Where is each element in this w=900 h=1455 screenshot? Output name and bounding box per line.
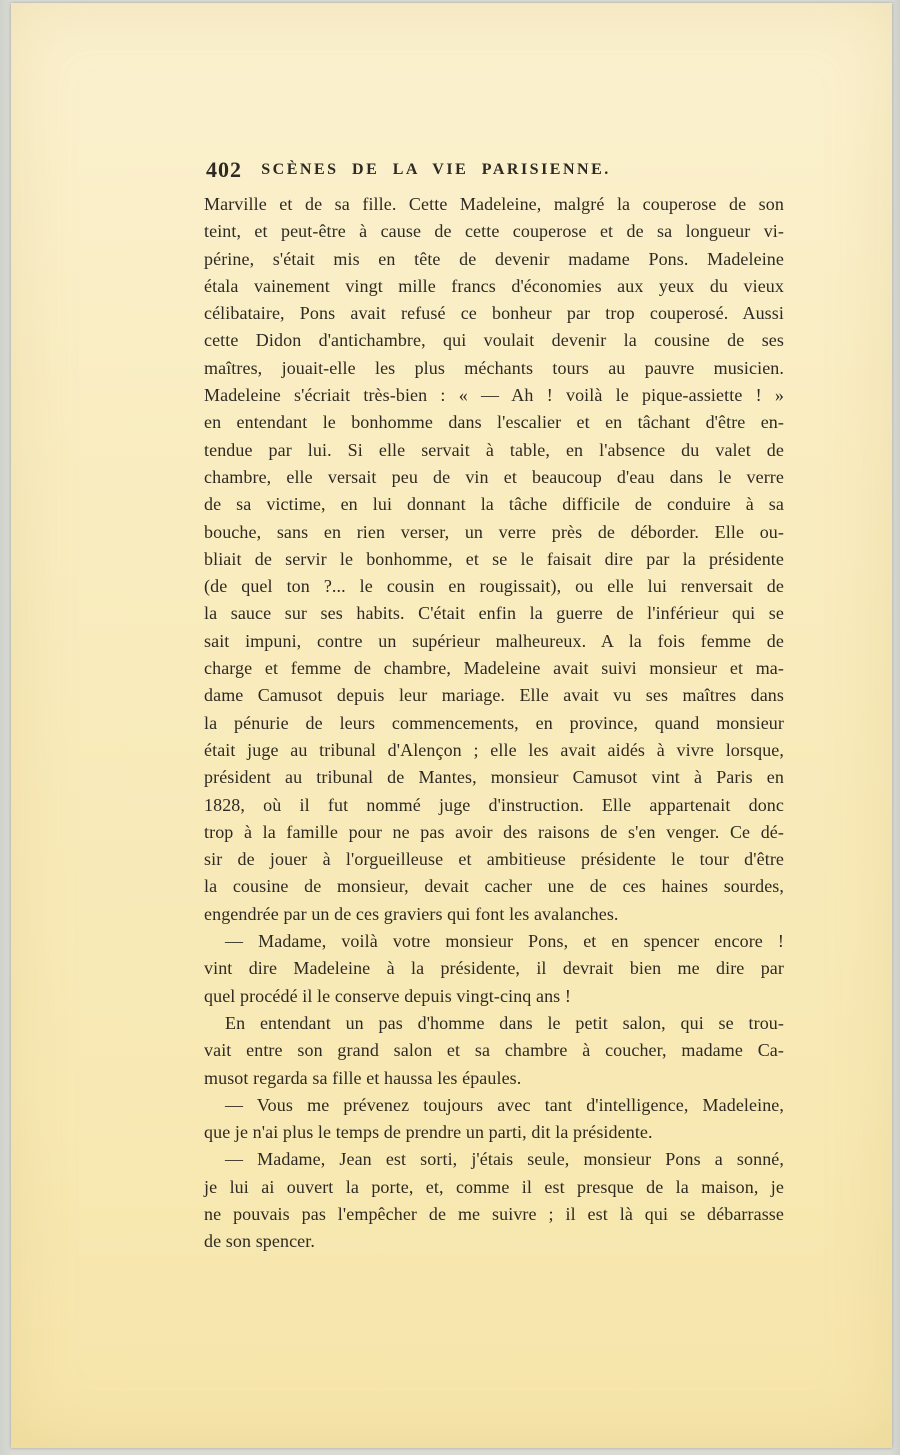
text-line: sait impuni, contre un supérieur malheureux. A la fois femme de [204, 630, 784, 651]
text-line: était juge au tribunal d'Alençon ; elle les avait aidés à vivre lorsque, [204, 739, 784, 760]
page-header [204, 149, 784, 191]
text-line: la pénurie de leurs commencements, en province, quand monsieur [204, 712, 784, 733]
text-column [204, 149, 784, 1256]
text-line: ne pouvais pas l'empêcher de me suivre ; il est là qui se débarrasse [204, 1203, 784, 1224]
text-line: bliait de servir le bonhomme, et se le faisait dire par la présidente [204, 548, 784, 569]
text-block [204, 191, 784, 1256]
text-line: bouche, sans en rien verser, un verre près de déborder. Elle ou- [204, 521, 784, 542]
text-line: teint, et peut-être à cause de cette couperose et de sa longueur vi- [204, 221, 784, 242]
text-line: — Madame, Jean est sorti, j'étais seule, monsieur Pons a sonné, [225, 1149, 784, 1170]
text-line: la sauce sur ses habits. C'était enfin la guerre de l'inférieur qui se [204, 603, 784, 624]
text-line: (de quel ton ?... le cousin en rougissait), ou elle lui renversait de [204, 576, 784, 597]
text-line: chambre, elle versait peu de vin et beaucoup d'eau dans le verre [204, 466, 784, 487]
text-line: en entendant le bonhomme dans l'escalier et en tâchant d'être en- [204, 412, 784, 433]
text-line: quel procédé il le conserve depuis vingt-cinq ans ! [204, 985, 571, 1006]
text-line: Madeleine s'écriait très-bien : « — Ah ! voilà le pique-assiette ! » [204, 385, 784, 406]
text-line: de son spencer. [204, 1231, 315, 1252]
text-line: la cousine de monsieur, devait cacher une de ces haines sourdes, [204, 876, 784, 897]
text-line: — Madame, voilà votre monsieur Pons, et en spencer encore ! [225, 931, 784, 952]
text-line: sir de jouer à l'orgueilleuse et ambitieuse présidente le tour d'être [204, 849, 784, 870]
text-line: vint dire Madeleine à la présidente, il devrait bien me dire par [204, 958, 784, 979]
text-line: 1828, où il fut nommé juge d'instruction. Elle appartenait donc [204, 794, 784, 815]
text-line: président au tribunal de Mantes, monsieur Camusot vint à Paris en [204, 767, 784, 788]
text-line: que je n'ai plus le temps de prendre un parti, dit la présidente. [204, 1122, 653, 1143]
book-page-paper [11, 3, 892, 1448]
text-line: maîtres, jouait-elle les plus méchants tours au pauvre musicien. [204, 357, 784, 378]
page-number: 402 [206, 157, 242, 182]
text-line: de sa victime, en lui donnant la tâche difficile de conduire à sa [204, 494, 784, 515]
text-line: En entendant un pas d'homme dans le petit salon, qui se trou- [225, 1012, 784, 1033]
text-line: je lui ai ouvert la porte, et, comme il est presque de la maison, je [204, 1176, 784, 1197]
text-line: — Vous me prévenez toujours avec tant d'intelligence, Madeleine, [225, 1094, 784, 1115]
text-line: périne, s'était mis en tête de devenir madame Pons. Madeleine [204, 248, 784, 269]
text-line: tendue par lui. Si elle servait à table, en l'absence du valet de [204, 439, 784, 460]
text-line: étala vainement vingt mille francs d'économies aux yeux du vieux [204, 275, 784, 296]
text-line: vait entre son grand salon et sa chambre à coucher, madame Ca- [204, 1040, 784, 1061]
running-title: SCÈNES DE LA VIE PARISIENNE. [261, 161, 611, 178]
text-line: dame Camusot depuis leur mariage. Elle avait vu ses maîtres dans [204, 685, 784, 706]
text-line: musot regarda sa fille et haussa les épaules. [204, 1067, 522, 1088]
text-line: Marville et de sa fille. Cette Madeleine, malgré la couperose de son [204, 194, 784, 214]
text-line: célibataire, Pons avait refusé ce bonheur par trop couperosé. Aussi [204, 303, 784, 324]
text-line: cette Didon d'antichambre, qui voulait devenir la cousine de ses [204, 330, 784, 351]
text-line: charge et femme de chambre, Madeleine avait suivi monsieur et ma- [204, 658, 784, 679]
text-line: trop à la famille pour ne pas avoir des raisons de s'en venger. Ce dé- [204, 821, 784, 842]
text-line: engendrée par un de ces graviers qui font les avalanches. [204, 903, 619, 924]
